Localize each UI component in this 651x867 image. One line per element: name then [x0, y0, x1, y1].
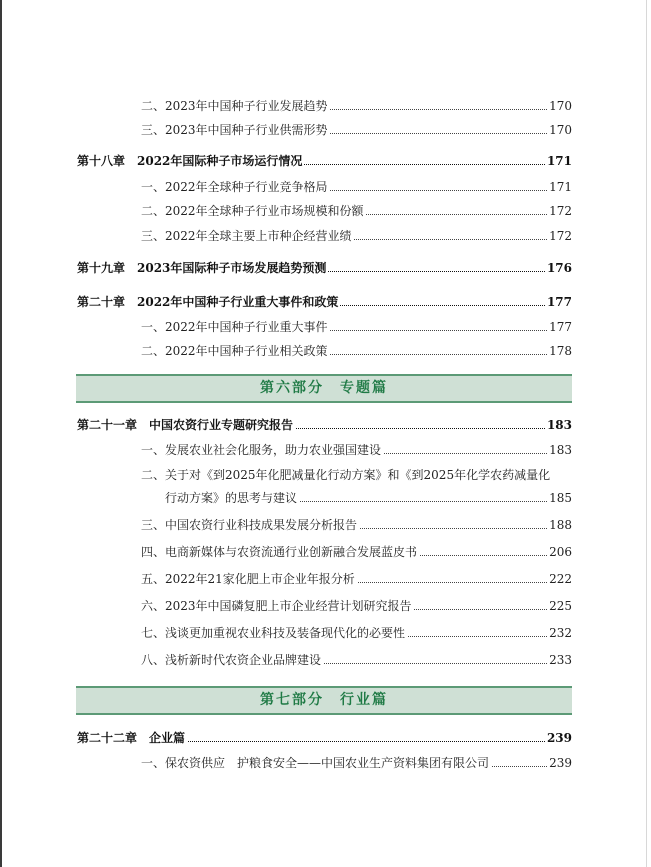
- toc-entry[interactable]: [0, 541, 651, 563]
- toc-page-number: 171: [545, 150, 572, 172]
- toc-entry[interactable]: [0, 595, 651, 617]
- toc-page-number: 206: [547, 541, 572, 563]
- toc-page-number: 185: [547, 487, 572, 509]
- toc-chapter-entry[interactable]: [0, 150, 651, 172]
- toc-chapter-title: 第十九章 2023年国际种子市场发展趋势预测: [77, 257, 328, 279]
- toc-page-number: 183: [547, 439, 572, 461]
- toc-page-number: 232: [547, 622, 572, 644]
- toc-page-number: 233: [547, 649, 572, 671]
- toc-page-number: 222: [547, 568, 572, 590]
- toc-page-number: 188: [547, 514, 572, 536]
- toc-entry-wrapped[interactable]: [0, 464, 651, 486]
- section-heading: 第七部分 行业篇: [260, 692, 388, 708]
- toc-page-number: 170: [547, 95, 572, 117]
- toc-entry[interactable]: [0, 200, 651, 222]
- toc-entry-title: 二、2023年中国种子行业发展趋势: [141, 95, 330, 117]
- toc-page-number: 172: [547, 225, 572, 247]
- toc-page-number: 183: [545, 414, 572, 436]
- toc-entry[interactable]: [0, 439, 651, 461]
- toc-entry-title: 一、发展农业社会化服务，助力农业强国建设: [141, 439, 383, 461]
- toc-entry-title: 一、保农资供应 护粮食安全——中国农业生产资料集团有限公司: [141, 752, 491, 774]
- section-heading: 第六部分 专题篇: [260, 380, 388, 396]
- toc-entry-title: 八、浅析新时代农资企业品牌建设: [141, 649, 323, 671]
- toc-page-number: 225: [547, 595, 572, 617]
- toc-entry[interactable]: [0, 340, 651, 362]
- toc-chapter-title: 第二十一章 中国农资行业专题研究报告: [77, 414, 295, 436]
- toc-entry[interactable]: [0, 95, 651, 117]
- toc-entry-title: 三、中国农资行业科技成果发展分析报告: [141, 514, 359, 536]
- toc-entry[interactable]: [0, 649, 651, 671]
- toc-chapter-title: 第二十二章 企业篇: [77, 727, 187, 749]
- toc-page-number: 170: [547, 119, 572, 141]
- toc-entry-title: 四、电商新媒体与农资流通行业创新融合发展蓝皮书: [141, 541, 419, 563]
- toc-chapter-title: 第二十章 2022年中国种子行业重大事件和政策: [77, 291, 340, 313]
- toc-entry-title: 二、2022年中国种子行业相关政策: [141, 340, 330, 362]
- toc-entry[interactable]: [0, 176, 651, 198]
- toc-page-number: 239: [545, 727, 572, 749]
- toc-page-number: 177: [545, 291, 572, 313]
- toc-entry[interactable]: [0, 568, 651, 590]
- toc-page-number: 171: [547, 176, 572, 198]
- toc-page-number: 178: [547, 340, 572, 362]
- toc-chapter-title: 第十八章 2022年国际种子市场运行情况: [77, 150, 304, 172]
- toc-page-number: 176: [545, 257, 572, 279]
- toc-entry-title: 三、2023年中国种子行业供需形势: [141, 119, 330, 141]
- toc-entry-title: 一、2022年中国种子行业重大事件: [141, 316, 330, 338]
- toc-entry-title: 五、2022年21家化肥上市企业年报分析: [141, 568, 357, 590]
- toc-entry[interactable]: [0, 316, 651, 338]
- toc-page-number: 177: [547, 316, 572, 338]
- toc-entry[interactable]: [0, 225, 651, 247]
- toc-page-number: 239: [547, 752, 572, 774]
- toc-entry-title: 六、2023年中国磷复肥上市企业经营计划研究报告: [141, 595, 414, 617]
- toc-chapter-entry[interactable]: [0, 727, 651, 749]
- toc-chapter-entry[interactable]: [0, 291, 651, 313]
- toc-entry[interactable]: [0, 752, 651, 774]
- section-heading-band: [76, 374, 572, 403]
- section-heading-band: [76, 686, 572, 715]
- toc-entry-title: 七、浅谈更加重视农业科技及装备现代化的必要性: [141, 622, 407, 644]
- toc-entry[interactable]: [0, 119, 651, 141]
- toc-entry-continuation[interactable]: [0, 487, 651, 509]
- toc-entry-title-continued: 行动方案》的思考与建议: [165, 487, 299, 509]
- toc-entry-title: 三、2022年全球主要上市种企经营业绩: [141, 225, 354, 247]
- toc-chapter-entry[interactable]: [0, 257, 651, 279]
- toc-entry-title: 二、关于对《到2025年化肥减量化行动方案》和《到2025年化学农药减量化: [141, 464, 552, 486]
- toc-page-number: 172: [547, 200, 572, 222]
- toc-entry[interactable]: [0, 514, 651, 536]
- toc-chapter-entry[interactable]: [0, 414, 651, 436]
- toc-entry-title: 一、2022年全球种子行业竞争格局: [141, 176, 330, 198]
- toc-entry-title: 二、2022年全球种子行业市场规模和份额: [141, 200, 366, 222]
- toc-entry[interactable]: [0, 622, 651, 644]
